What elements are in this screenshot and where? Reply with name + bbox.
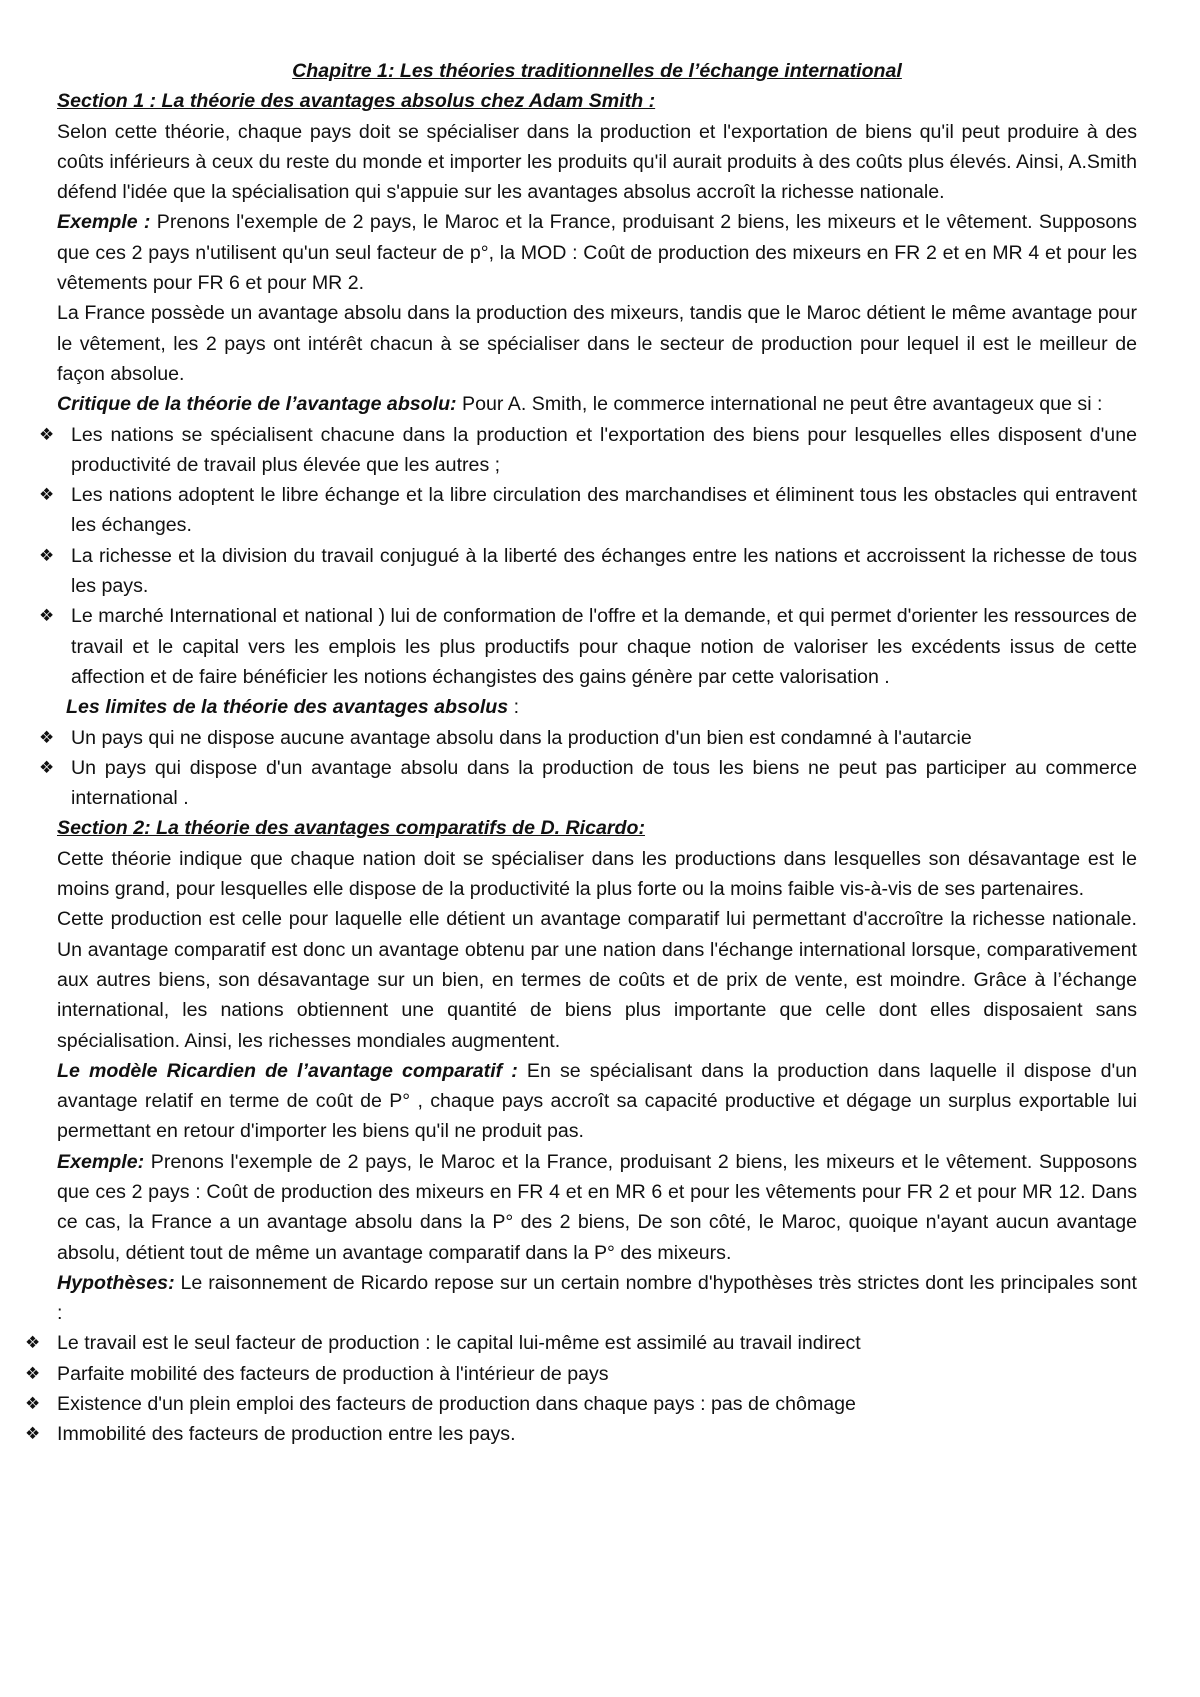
- diamond-bullet-icon: ❖: [39, 424, 55, 445]
- diamond-bullet-icon: ❖: [25, 1424, 41, 1445]
- diamond-bullet-icon: ❖: [39, 606, 55, 627]
- document-page: [25, 56, 1137, 1450]
- diamond-bullet-icon: ❖: [25, 1394, 41, 1415]
- critique-list: [39, 420, 1137, 693]
- hypotheses-list: [25, 1328, 1137, 1449]
- section-1-heading: Section 1 : La théorie des avantages absolus chez Adam Smith :: [57, 90, 656, 113]
- diamond-bullet-icon: ❖: [39, 757, 55, 778]
- hypotheses-paragraph: Hypothèses: Le raisonnement de Ricardo repose sur un certain nombre d'hypothèses très strictes dont les principales sont :: [57, 1271, 1137, 1325]
- comparative-advantage-paragraph: Cette production est celle pour laquelle elle détient un avantage comparatif lui permettant d'accroître la richesse nationale. Un avantage comparatif est donc un avantage obtenu par une nation dans l'échange international lorsque, comparativement aux autres biens, son désavantage sur un bien, en termes de coûts et de prix de vente, est moindre. Grâce à l’échange international, les nations obtiennent une quantité de biens plus importante que celle dont elles disposaient sans spécialisation. Ainsi, les richesses mondiales augmentent.: [57, 908, 1137, 1052]
- chapter-title: Chapitre 1: Les théories traditionnelles de l’échange international: [292, 60, 902, 82]
- section-1-intro: Selon cette théorie, chaque pays doit se spécialiser dans la production et l'exportation de biens qu'il peut produire à des coûts inférieurs à ceux du reste du monde et importer les produits qu'il aurait produits à des coûts plus élevés. Ainsi, A.Smith défend l'idée que la spécialisation qui s'appuie sur les avantages absolus accroît la richesse nationale.: [57, 120, 1137, 204]
- limits-label: Les limites de la théorie des avantages absolus: [66, 696, 509, 719]
- list-item: ❖ Un pays qui ne dispose aucune avantage absolu dans la production d'un bien est condamné à l'autarcie: [57, 723, 1137, 753]
- diamond-bullet-icon: ❖: [39, 485, 55, 506]
- list-item: ❖ Les nations adoptent le libre échange et la libre circulation des marchandises et éliminent tous les obstacles qui entravent les échanges.: [57, 480, 1137, 541]
- section-1-advantage-paragraph: La France possède un avantage absolu dans la production des mixeurs, tandis que le Maroc détient le même avantage pour le vêtement, les 2 pays ont intérêt chacun à se spécialiser dans le secteur de production pour lequel il est le meilleur de façon absolue.: [57, 302, 1137, 385]
- ricardian-model-paragraph: Le modèle Ricardien de l’avantage comparatif : En se spécialisant dans la production dans laquelle il dispose d'un avantage relatif en terme de coût de P° , chaque pays accroît sa capacité productive et dégage un surplus exportable lui permettant en retour d'importer les biens qu'il ne produit pas.: [57, 1059, 1137, 1143]
- list-item: ❖ Immobilité des facteurs de production entre les pays.: [57, 1419, 1137, 1449]
- critique-label: Critique de la théorie de l’avantage absolu:: [57, 393, 457, 416]
- list-item: ❖ Les nations se spécialisent chacune dans la production et l'exportation des biens pour lesquelles elles disposent d'une productivité de travail plus élevée que les autres ;: [57, 420, 1137, 481]
- diamond-bullet-icon: ❖: [25, 1363, 41, 1384]
- limits-list: [39, 723, 1137, 814]
- critique-text: Pour A. Smith, le commerce international ne peut être avantageux que si :: [456, 393, 1103, 416]
- example-text: Prenons l'exemple de 2 pays, le Maroc et la France, produisant 2 biens, les mixeurs et le vêtement. Supposons que ces 2 pays n'utilisent qu'un seul facteur de p°, la MOD : Coût de production des mixeurs en FR 2 et en MR 4 et pour les vêtements pour FR 6 et pour MR 2.: [57, 211, 1137, 295]
- list-item: ❖ Parfaite mobilité des facteurs de production à l'intérieur de pays: [57, 1359, 1137, 1389]
- example-label: Exemple:: [57, 1150, 145, 1173]
- critique-paragraph: [57, 389, 1137, 419]
- section-2-example: Exemple: Prenons l'exemple de 2 pays, le Maroc et la France, produisant 2 biens, les mixeurs et le vêtement. Supposons que ces 2 pays : Coût de production des mixeurs en FR 4 et en MR 6 et pour les vêtements pour FR 2 et pour MR 12. Dans ce cas, la France a un avantage absolu dans la P° des 2 biens, De son côté, le Maroc, quoique n'ayant aucun avantage absolu, détient tout de même un avantage comparatif dans la P° des mixeurs.: [57, 1150, 1137, 1264]
- diamond-bullet-icon: ❖: [25, 1333, 41, 1354]
- diamond-bullet-icon: ❖: [39, 545, 55, 566]
- list-item: ❖ Le marché International et national ) lui de conformation de l'offre et la demande, et qui permet d'orienter les ressources de travail et le capital vers les emplois les plus productifs pour chaque notion de valoriser les excédents issus de cette affection et de faire bénéficier les notions échangistes des gains génère par cette valorisation .: [57, 601, 1137, 692]
- list-item: ❖ Existence d'un plein emploi des facteurs de production dans chaque pays : pas de chômage: [57, 1389, 1137, 1419]
- hypotheses-label: Hypothèses:: [57, 1271, 175, 1294]
- section-2-intro: Cette théorie indique que chaque nation doit se spécialiser dans les productions dans lesquelles son désavantage est le moins grand, pour lesquelles elle dispose de la productivité la plus forte ou la moins faible vis-à-vis de ses partenaires.: [57, 847, 1137, 901]
- list-item: ❖ La richesse et la division du travail conjugué à la liberté des échanges entre les nations et accroissent la richesse de tous les pays.: [57, 541, 1137, 602]
- example-label: Exemple :: [57, 211, 151, 234]
- section-1-example: [57, 207, 1137, 298]
- list-item: ❖ Le travail est le seul facteur de production : le capital lui-même est assimilé au travail indirect: [57, 1328, 1137, 1358]
- list-item: ❖ Un pays qui dispose d'un avantage absolu dans la production de tous les biens ne peut pas participer au commerce international .: [57, 753, 1137, 814]
- section-2-heading: Section 2: La théorie des avantages comparatifs de D. Ricardo:: [57, 817, 645, 840]
- diamond-bullet-icon: ❖: [39, 727, 55, 748]
- model-label: Le modèle Ricardien de l’avantage comparatif :: [57, 1059, 518, 1082]
- limits-heading: Les limites de la théorie des avantages absolus :: [66, 696, 520, 719]
